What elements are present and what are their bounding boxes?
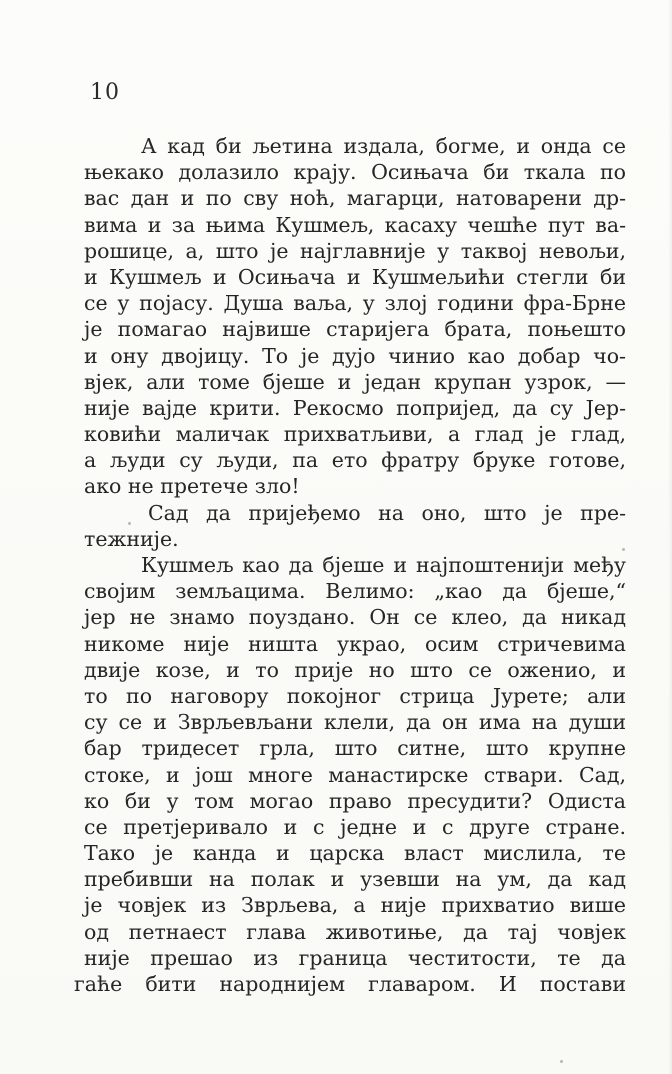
text-line: Тако је канда и царска власт мислила, те — [84, 841, 626, 866]
text-line: никоме није ништа украо, осим стричевима — [84, 631, 626, 656]
text-line: је помагао највише старијега брата, поњешто — [84, 317, 626, 342]
paper-speck — [560, 1060, 563, 1063]
page-body-text — [74, 133, 626, 997]
text-line: ко би у том могао право пресудити? Одиста — [84, 788, 626, 813]
text-line: својим земљацима. Велимо: „као да бјеше,“ — [84, 579, 626, 604]
paper-speck — [128, 522, 131, 525]
page-number: 10 — [90, 80, 120, 105]
text-line: вима и за њима Кушмељ, касаху чешће пут ва- — [84, 212, 626, 237]
text-line: Сад да пријеђемо на оно, што је пре- — [148, 500, 626, 525]
page-edge-shadow — [668, 0, 672, 1074]
text-line: пребивши на полак и узевши на ум, да кад — [84, 867, 626, 892]
text-line: ако не претече зло! — [84, 474, 300, 499]
text-line: стоке, и још многе манастирске ствари. Сад, — [84, 762, 626, 787]
text-line: двије козе, и то прије но што се оженио, и — [84, 657, 626, 682]
text-line: то по наговору покојног стрица Јурете; али — [84, 683, 626, 708]
text-line: Кушмељ као да бјеше и најпоштенији међу — [141, 553, 626, 577]
text-line: јер не знамо поуздано. Он се клео, да никад — [84, 605, 626, 630]
text-line: а људи су људи, па ето фратру бруке готове, — [84, 448, 626, 473]
text-line: тежније. — [84, 526, 179, 551]
text-line: ковићи маличак прихватљиви, а глад је глад, — [84, 422, 626, 447]
text-line: су се и Зврљевљани клели, да он има на души — [84, 710, 626, 735]
text-line: није прешао из граница честитости, те да — [84, 945, 626, 970]
text-line: и ону двојицу. То је дујо чинио као добар чо- — [84, 343, 626, 368]
text-line: се претјеривало и с једне и с друге стране. — [84, 814, 626, 839]
text-line: њекако долазило крају. Осињача би ткала по — [84, 160, 626, 185]
text-line: није вајде крити. Рекосмо попријед, да су Јер- — [84, 395, 626, 420]
text-line: рошице, а, што је најглавније у таквој невољи, — [84, 238, 626, 263]
text-line: А кад би љетина издала, богме, и онда се — [141, 134, 626, 158]
text-line: гаће бити народнијем главаром. И постави — [74, 972, 626, 996]
text-line: је човјек из Зврљева, а није прихватио више — [84, 893, 626, 918]
paper-speck — [622, 548, 625, 551]
text-line: се у појасу. Душа ваља, у злој години фра-Брне — [84, 291, 626, 316]
text-line: од петнаест глава животиње, да тај човјек — [84, 919, 626, 944]
text-line: вас дан и по сву ноћ, магарци, натоварени др- — [84, 186, 626, 211]
text-line: бар тридесет грла, што ситне, што крупне — [84, 736, 626, 761]
text-line: и Кушмељ и Осињача и Кушмељићи стегли би — [84, 264, 626, 289]
text-line: вјек, али томе бјеше и један крупан узрок, — — [84, 369, 626, 394]
